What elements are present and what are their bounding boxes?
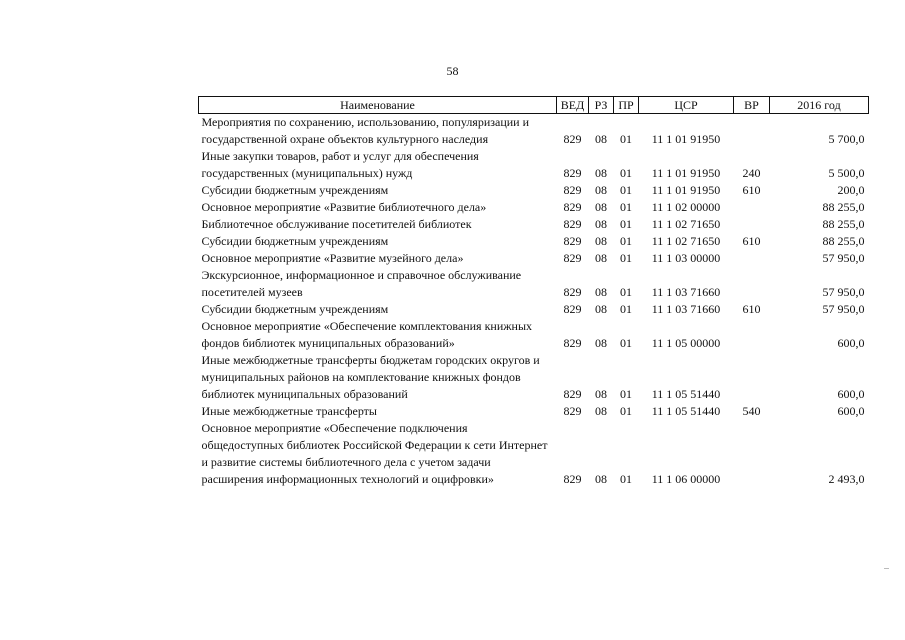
row-vr <box>734 216 770 233</box>
row-name: Иные межбюджетные трансферты бюджетам городских округов и муниципальных районов на комплектование книжных фондов библиотек муниципальных образований <box>201 353 540 401</box>
table-row <box>199 318 869 352</box>
table-row <box>199 403 869 420</box>
row-pr: 01 <box>620 285 632 299</box>
row-amount: 88 255,0 <box>822 234 865 248</box>
row-ved: 829 <box>563 404 582 418</box>
column-header-pr: ПР <box>614 97 639 114</box>
row-pr: 01 <box>620 336 632 350</box>
column-header-rz: РЗ <box>589 97 614 114</box>
table-row <box>199 301 869 318</box>
row-csr: 11 1 02 00000 <box>651 200 721 214</box>
row-amount: 200,0 <box>837 183 865 197</box>
column-header-ved: ВЕД <box>557 97 589 114</box>
scan-mark <box>884 568 889 569</box>
row-csr: 11 1 03 71660 <box>651 285 721 299</box>
row-pr: 01 <box>620 166 632 180</box>
row-ved: 829 <box>563 472 582 486</box>
row-rz: 08 <box>595 217 607 231</box>
row-pr: 01 <box>620 217 632 231</box>
row-name: Мероприятия по сохранению, использованию, популяризации и государственной охране объектов культурного наследия <box>201 115 530 146</box>
row-rz: 08 <box>595 166 607 180</box>
row-rz: 08 <box>595 132 607 146</box>
row-rz: 08 <box>595 336 607 350</box>
row-name: Библиотечное обслуживание посетителей библиотек <box>201 217 472 231</box>
row-pr: 01 <box>620 472 632 486</box>
row-amount: 600,0 <box>837 404 865 418</box>
row-name: Иные закупки товаров, работ и услуг для обеспечения государственных (муниципальных) нужд <box>201 149 479 180</box>
row-ved: 829 <box>563 251 582 265</box>
row-vr: 610 <box>742 183 761 197</box>
table-row <box>199 216 869 233</box>
table-row <box>199 420 869 488</box>
table-header-row <box>199 97 869 114</box>
row-pr: 01 <box>620 302 632 316</box>
row-ved: 829 <box>563 217 582 231</box>
row-pr: 01 <box>620 200 632 214</box>
row-rz: 08 <box>595 285 607 299</box>
row-csr: 11 1 01 91950 <box>651 166 721 180</box>
row-csr: 11 1 01 91950 <box>651 132 721 146</box>
row-csr: 11 1 05 00000 <box>651 336 721 350</box>
row-amount: 600,0 <box>837 387 865 401</box>
row-vr <box>734 199 770 216</box>
column-header-name: Наименование <box>199 97 557 114</box>
row-amount: 5 700,0 <box>828 132 865 146</box>
table-row <box>199 114 869 149</box>
row-csr: 11 1 05 51440 <box>651 404 721 418</box>
row-vr <box>734 267 770 301</box>
row-ved: 829 <box>563 302 582 316</box>
row-ved: 829 <box>563 285 582 299</box>
row-ved: 829 <box>563 166 582 180</box>
row-ved: 829 <box>563 200 582 214</box>
page-number: 58 <box>446 64 459 78</box>
row-ved: 829 <box>563 336 582 350</box>
row-name: Экскурсионное, информационное и справочное обслуживание посетителей музеев <box>201 268 522 299</box>
row-amount: 5 500,0 <box>828 166 865 180</box>
row-csr: 11 1 02 71650 <box>651 217 721 231</box>
row-name: Основное мероприятие «Обеспечение комплектования книжных фондов библиотек муниципальных образований» <box>201 319 533 350</box>
row-rz: 08 <box>595 234 607 248</box>
row-name: Субсидии бюджетным учреждениям <box>201 234 389 248</box>
table-row <box>199 267 869 301</box>
row-vr <box>734 114 770 149</box>
row-name: Основное мероприятие «Развитие библиотечного дела» <box>201 200 487 214</box>
row-vr: 610 <box>742 234 761 248</box>
row-amount: 88 255,0 <box>822 200 865 214</box>
row-rz: 08 <box>595 472 607 486</box>
column-header-csr: ЦСР <box>639 97 734 114</box>
row-amount: 88 255,0 <box>822 217 865 231</box>
row-rz: 08 <box>595 200 607 214</box>
row-rz: 08 <box>595 387 607 401</box>
row-pr: 01 <box>620 404 632 418</box>
row-vr <box>734 250 770 267</box>
row-ved: 829 <box>563 387 582 401</box>
table-row <box>199 352 869 403</box>
table-row <box>199 250 869 267</box>
row-rz: 08 <box>595 302 607 316</box>
row-rz: 08 <box>595 183 607 197</box>
row-csr: 11 1 06 00000 <box>651 472 721 486</box>
budget-table <box>198 96 869 488</box>
row-amount: 57 950,0 <box>822 285 865 299</box>
row-name: Иные межбюджетные трансферты <box>201 404 377 418</box>
row-name: Основное мероприятие «Обеспечение подключения общедоступных библиотек Российской Федерации к сети Интернет и развитие системы библиотечного дела с учетом задачи расширения информационных технологий и оцифровки» <box>201 421 548 486</box>
row-csr: 11 1 03 71660 <box>651 302 721 316</box>
row-vr: 610 <box>742 302 761 316</box>
row-pr: 01 <box>620 183 632 197</box>
table-row <box>199 233 869 250</box>
row-name: Основное мероприятие «Развитие музейного дела» <box>201 251 464 265</box>
table-row <box>199 199 869 216</box>
row-vr <box>734 318 770 352</box>
row-ved: 829 <box>563 132 582 146</box>
row-csr: 11 1 03 00000 <box>651 251 721 265</box>
row-pr: 01 <box>620 132 632 146</box>
row-vr: 540 <box>742 404 761 418</box>
row-csr: 11 1 02 71650 <box>651 234 721 248</box>
row-ved: 829 <box>563 183 582 197</box>
row-rz: 08 <box>595 404 607 418</box>
column-header-vr: ВР <box>734 97 770 114</box>
row-vr: 240 <box>742 166 761 180</box>
row-amount: 2 493,0 <box>828 472 865 486</box>
row-ved: 829 <box>563 234 582 248</box>
row-name: Субсидии бюджетным учреждениям <box>201 302 389 316</box>
row-pr: 01 <box>620 251 632 265</box>
row-rz: 08 <box>595 251 607 265</box>
row-amount: 600,0 <box>837 336 865 350</box>
table-row <box>199 148 869 182</box>
row-vr <box>734 420 770 488</box>
row-vr <box>734 352 770 403</box>
column-header-2016: 2016 год <box>770 97 869 114</box>
row-pr: 01 <box>620 234 632 248</box>
row-amount: 57 950,0 <box>822 251 865 265</box>
row-csr: 11 1 01 91950 <box>651 183 721 197</box>
row-amount: 57 950,0 <box>822 302 865 316</box>
row-pr: 01 <box>620 387 632 401</box>
row-csr: 11 1 05 51440 <box>651 387 721 401</box>
table-row <box>199 182 869 199</box>
row-name: Субсидии бюджетным учреждениям <box>201 183 389 197</box>
